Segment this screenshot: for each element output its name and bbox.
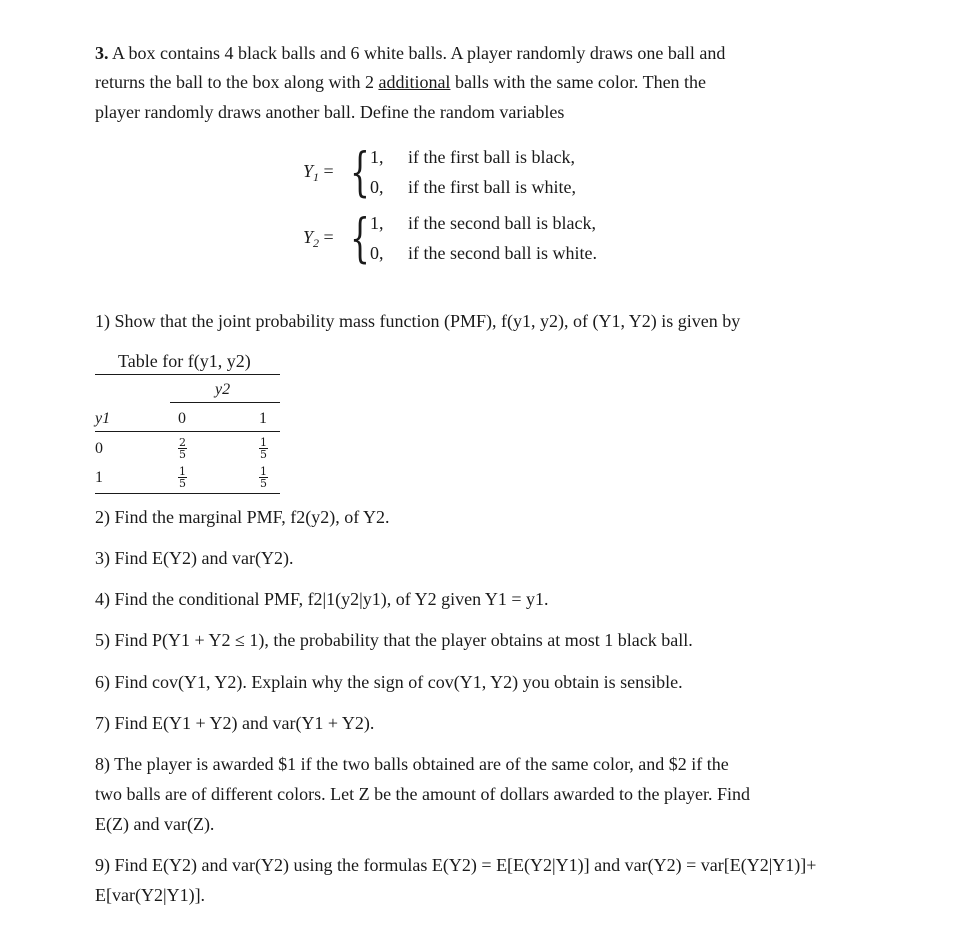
frac-num: 1: [260, 465, 267, 478]
y2-brace: {: [350, 209, 370, 269]
table-caption: Table for f(y1, y2): [118, 351, 251, 371]
table-header-rule: [95, 431, 280, 432]
question-6: 6) Find cov(Y1, Y2). Explain why the sign of cov(Y1, Y2) you obtain is sensible.: [95, 672, 683, 692]
question-7: 7) Find E(Y1 + Y2) and var(Y1 + Y2).: [95, 713, 375, 733]
y1-case2-text: if the first ball is white,: [408, 177, 576, 197]
frac-den: 5: [179, 448, 186, 461]
y2-case2-value: 0,: [370, 243, 384, 263]
question-8-line-3: E(Z) and var(Z).: [95, 814, 215, 834]
frac-num: 2: [179, 436, 186, 449]
table-row-var: y1: [95, 410, 111, 427]
table-col-var: y2: [215, 381, 231, 398]
question-8-line-1: 8) The player is awarded $1 if the two balls obtained are of the same color, and $2 if the: [95, 754, 729, 774]
table-col-header-0: 0: [178, 410, 186, 427]
question-8-line-2: two balls are of different colors. Let Z be the amount of dollars awarded to the player. Find: [95, 784, 750, 804]
y1-case2-value: 0,: [370, 177, 384, 197]
problem-number: 3.: [95, 43, 109, 63]
problem-intro-line-3: player randomly draws another ball. Define the random variables: [95, 102, 565, 122]
question-9-line-1: 9) Find E(Y2) and var(Y2) using the formulas E(Y2) = E[E(Y2|Y1)] and var(Y2) = var[E(Y2|Y1)]+: [95, 855, 817, 875]
frac-den: 5: [260, 477, 267, 490]
table-col-header-1: 1: [259, 410, 267, 427]
y1-brace: {: [350, 143, 370, 203]
problem-intro-line-2: [95, 67, 706, 97]
y2-subscript: 2: [313, 236, 320, 250]
frac-den: 5: [260, 448, 267, 461]
y2-letter: Y: [303, 227, 314, 247]
frac-num: 1: [260, 436, 267, 449]
frac-num: 1: [179, 465, 186, 478]
intro-text-1: A box contains 4 black balls and 6 white balls. A player randomly draws one ball and: [112, 43, 726, 63]
table-cell-0-0: [178, 437, 187, 460]
question-9-line-2: E[var(Y2|Y1)].: [95, 885, 206, 905]
y1-case1-text: if the first ball is black,: [408, 147, 575, 167]
table-col-header-rule: [170, 402, 280, 403]
y1-case1-value: 1,: [370, 147, 384, 167]
table-cell-1-0: [178, 466, 187, 489]
intro-text-2b: balls with the same color. Then the: [450, 72, 707, 92]
question-4: 4) Find the conditional PMF, f2|1(y2|y1), of Y2 given Y1 = y1.: [95, 589, 549, 609]
table-bottom-rule: [95, 493, 280, 494]
problem-intro-line-1: [95, 38, 725, 68]
table-row-label-0: 0: [95, 440, 103, 457]
table-top-rule: [95, 374, 280, 375]
y2-case2-text: if the second ball is white.: [408, 243, 597, 263]
y2-symbol: $Y_2$ =: [303, 227, 334, 250]
table-cell-1-1: [259, 466, 268, 489]
y1-letter: Y: [303, 161, 314, 181]
question-3: 3) Find E(Y2) and var(Y2).: [95, 548, 294, 568]
table-cell-0-1: [259, 437, 268, 460]
y1-symbol: $Y_1$ =: [303, 161, 334, 184]
frac-den: 5: [179, 477, 186, 490]
y2-case1-text: if the second ball is black,: [408, 213, 596, 233]
intro-underlined-word: additional: [378, 72, 451, 92]
y2-case1-value: 1,: [370, 213, 384, 233]
intro-text-2a: returns the ball to the box along with 2: [95, 72, 379, 92]
question-5: 5) Find P(Y1 + Y2 ≤ 1), the probability that the player obtains at most 1 black ball.: [95, 630, 693, 650]
y1-subscript: 1: [313, 170, 320, 184]
question-2: 2) Find the marginal PMF, f2(y2), of Y2.: [95, 507, 390, 527]
question-1: 1) Show that the joint probability mass function (PMF), f(y1, y2), of (Y1, Y2) is given by: [95, 311, 741, 331]
table-row-label-1: 1: [95, 469, 103, 486]
